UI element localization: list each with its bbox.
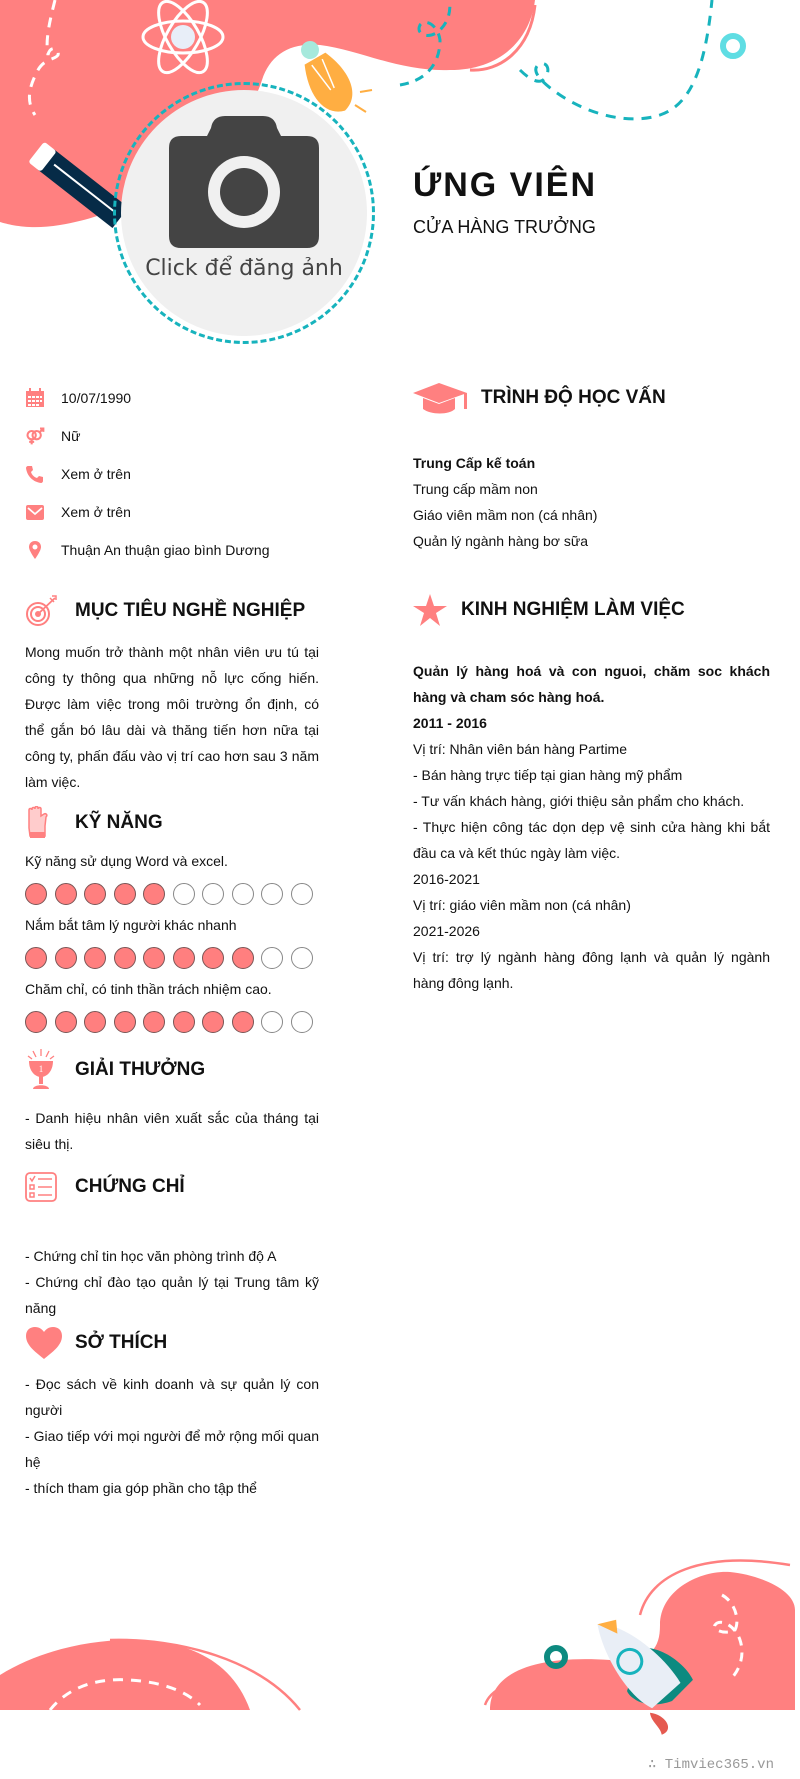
avatar-frame xyxy=(113,82,375,344)
section-objective xyxy=(25,591,319,795)
experience-company: Quản lý hàng hoá và con nguoi, chăm soc khách hàng và cham sóc hàng hoá. xyxy=(413,663,770,705)
skills-list xyxy=(25,851,319,1033)
trophy-icon xyxy=(25,1045,75,1095)
rating-dot-filled xyxy=(173,1011,195,1033)
hand-icon xyxy=(25,803,75,843)
candidate-name: ỨNG VIÊN xyxy=(413,166,598,204)
location-pin-icon xyxy=(25,540,61,560)
rating-dot-filled xyxy=(55,947,77,969)
rating-dot-filled xyxy=(55,883,77,905)
education-item: Trung cấp mầm non xyxy=(413,481,538,497)
hobbies-text xyxy=(25,1371,319,1501)
rating-dot-filled xyxy=(25,883,47,905)
avatar-upload-button[interactable] xyxy=(121,90,367,336)
skills-title: KỸ NĂNG xyxy=(75,812,163,833)
rating-dot-filled xyxy=(202,1011,224,1033)
svg-text:1: 1 xyxy=(38,1064,44,1074)
rating-dot-filled xyxy=(25,1011,47,1033)
section-skills xyxy=(25,803,319,1033)
experience-line: - Bán hàng trực tiếp tại gian hàng mỹ phẩm xyxy=(413,767,683,783)
rating-dot-empty xyxy=(202,883,224,905)
email-value: Xem ở trên xyxy=(61,504,131,520)
education-title: TRÌNH ĐỘ HỌC VẤN xyxy=(481,387,666,408)
rating-dot-filled xyxy=(55,1011,77,1033)
skill-rating xyxy=(25,947,319,969)
rating-dot-empty xyxy=(291,883,313,905)
rating-dot-empty xyxy=(291,947,313,969)
watermark: ∴ Timviec365.vn xyxy=(647,1757,774,1773)
certificates-title: CHỨNG CHỈ xyxy=(75,1176,185,1197)
rating-dot-filled xyxy=(143,947,165,969)
skill-name: Kỹ năng sử dụng Word và excel. xyxy=(25,853,228,869)
section-experience xyxy=(413,590,770,996)
education-heading xyxy=(413,378,770,418)
awards-heading xyxy=(25,1043,319,1097)
hobby-item: - Giao tiếp với mọi người để mở rộng mối quan hệ xyxy=(25,1428,319,1470)
rating-dot-empty xyxy=(261,883,283,905)
rating-dot-empty xyxy=(261,947,283,969)
phone-icon xyxy=(25,464,61,484)
gender-icon xyxy=(25,426,61,446)
objective-title: MỤC TIÊU NGHỀ NGHIỆP xyxy=(75,600,306,621)
info-gender xyxy=(25,417,319,455)
calendar-icon xyxy=(25,388,61,408)
info-address xyxy=(25,531,319,569)
education-item: Quản lý ngành hàng bơ sữa xyxy=(413,533,589,549)
skill-rating xyxy=(25,883,319,905)
awards-title: GIẢI THƯỞNG xyxy=(75,1059,206,1080)
hobbies-heading xyxy=(25,1323,319,1363)
hobby-item: - Đọc sách về kinh doanh và sự quản lý con người xyxy=(25,1376,319,1418)
certificate-item: - Chứng chỉ tin học văn phòng trình độ A xyxy=(25,1248,277,1264)
experience-title: KINH NGHIỆM LÀM VIỆC xyxy=(461,599,685,620)
info-email xyxy=(25,493,319,531)
hobby-item: - thích tham gia góp phần cho tập thể xyxy=(25,1480,257,1496)
objective-heading xyxy=(25,591,319,631)
rating-dot-filled xyxy=(143,1011,165,1033)
left-column xyxy=(25,380,319,1501)
target-icon xyxy=(25,591,75,631)
rating-dot-filled xyxy=(25,947,47,969)
hobbies-title: SỞ THÍCH xyxy=(75,1332,168,1353)
certificates-text xyxy=(25,1243,319,1321)
experience-line: - Tư vấn khách hàng, giới thiệu sản phẩm cho khách. xyxy=(413,793,745,809)
rating-dot-empty xyxy=(173,883,195,905)
rating-dot-filled xyxy=(84,883,106,905)
section-education xyxy=(413,378,770,554)
experience-line: 2021-2026 xyxy=(413,923,480,939)
rating-dot-filled xyxy=(232,947,254,969)
objective-text: Mong muốn trở thành một nhân viên ưu tú tại công ty thông qua những nỗ lực cống hiến. Được làm việc trong môi trường ổn định, có thể gắn bó lâu dài và thăng tiến hơn nữa tại công ty, phấn đấu vào vị trí cao hơn sau 3 năm làm việc. xyxy=(25,644,319,790)
section-awards xyxy=(25,1043,319,1157)
rating-dot-filled xyxy=(84,1011,106,1033)
certificates-heading xyxy=(25,1167,319,1207)
rating-dot-empty xyxy=(232,883,254,905)
rating-dot-filled xyxy=(143,883,165,905)
phone-value: Xem ở trên xyxy=(61,466,131,482)
address-value: Thuận An thuận giao bình Dương xyxy=(61,542,270,558)
experience-heading xyxy=(413,590,770,630)
job-title: CỬA HÀNG TRƯỞNG xyxy=(413,217,596,237)
skill-name: Chăm chỉ, có tinh thần trách nhiệm cao. xyxy=(25,981,272,997)
avatar-upload-label: Click để đăng ảnh xyxy=(145,255,343,281)
section-certificates xyxy=(25,1167,319,1321)
footer-decoration xyxy=(0,1530,800,1760)
email-icon xyxy=(25,502,61,522)
awards-text: - Danh hiệu nhân viên xuất sắc của tháng tại siêu thị. xyxy=(25,1110,319,1152)
skill-name: Nắm bắt tâm lý người khác nhanh xyxy=(25,917,237,933)
rating-dot-empty xyxy=(291,1011,313,1033)
skills-heading xyxy=(25,803,319,843)
education-school: Trung Cấp kế toán xyxy=(413,455,536,471)
education-text xyxy=(413,450,770,554)
camera-icon xyxy=(169,116,319,248)
experience-line: Vị trí: trợ lý ngành hàng đông lạnh và quản lý ngành hàng đông lạnh. xyxy=(413,949,770,991)
personal-info xyxy=(25,379,319,569)
info-phone xyxy=(25,455,319,493)
birthdate-value: 10/07/1990 xyxy=(61,390,132,406)
experience-line: - Thực hiện công tác dọn dẹp vệ sinh cửa hàng khi bắt đầu ca và kết thúc ngày làm việc. xyxy=(413,819,770,861)
rating-dot-filled xyxy=(84,947,106,969)
experience-period: 2011 - 2016 xyxy=(413,715,487,731)
gender-value: Nữ xyxy=(61,428,81,444)
heart-icon xyxy=(25,1323,75,1363)
skill-rating xyxy=(25,1011,319,1033)
rating-dot-filled xyxy=(232,1011,254,1033)
rating-dot-empty xyxy=(261,1011,283,1033)
info-birthdate xyxy=(25,379,319,417)
graduation-cap-icon xyxy=(413,378,481,418)
rating-dot-filled xyxy=(114,883,136,905)
rating-dot-filled xyxy=(114,1011,136,1033)
education-item: Giáo viên mầm non (cá nhân) xyxy=(413,507,598,523)
rating-dot-filled xyxy=(114,947,136,969)
checklist-icon xyxy=(25,1167,75,1207)
right-column xyxy=(413,380,770,996)
experience-line: Vị trí: Nhân viên bán hàng Partime xyxy=(413,741,628,757)
experience-text xyxy=(413,658,770,996)
experience-line: 2016-2021 xyxy=(413,871,480,887)
rating-dot-filled xyxy=(173,947,195,969)
rating-dot-filled xyxy=(202,947,224,969)
section-hobbies xyxy=(25,1323,319,1501)
star-icon xyxy=(413,590,461,630)
certificate-item: - Chứng chỉ đào tạo quản lý tại Trung tâm kỹ năng xyxy=(25,1274,319,1316)
experience-line: Vị trí: giáo viên mầm non (cá nhân) xyxy=(413,897,631,913)
